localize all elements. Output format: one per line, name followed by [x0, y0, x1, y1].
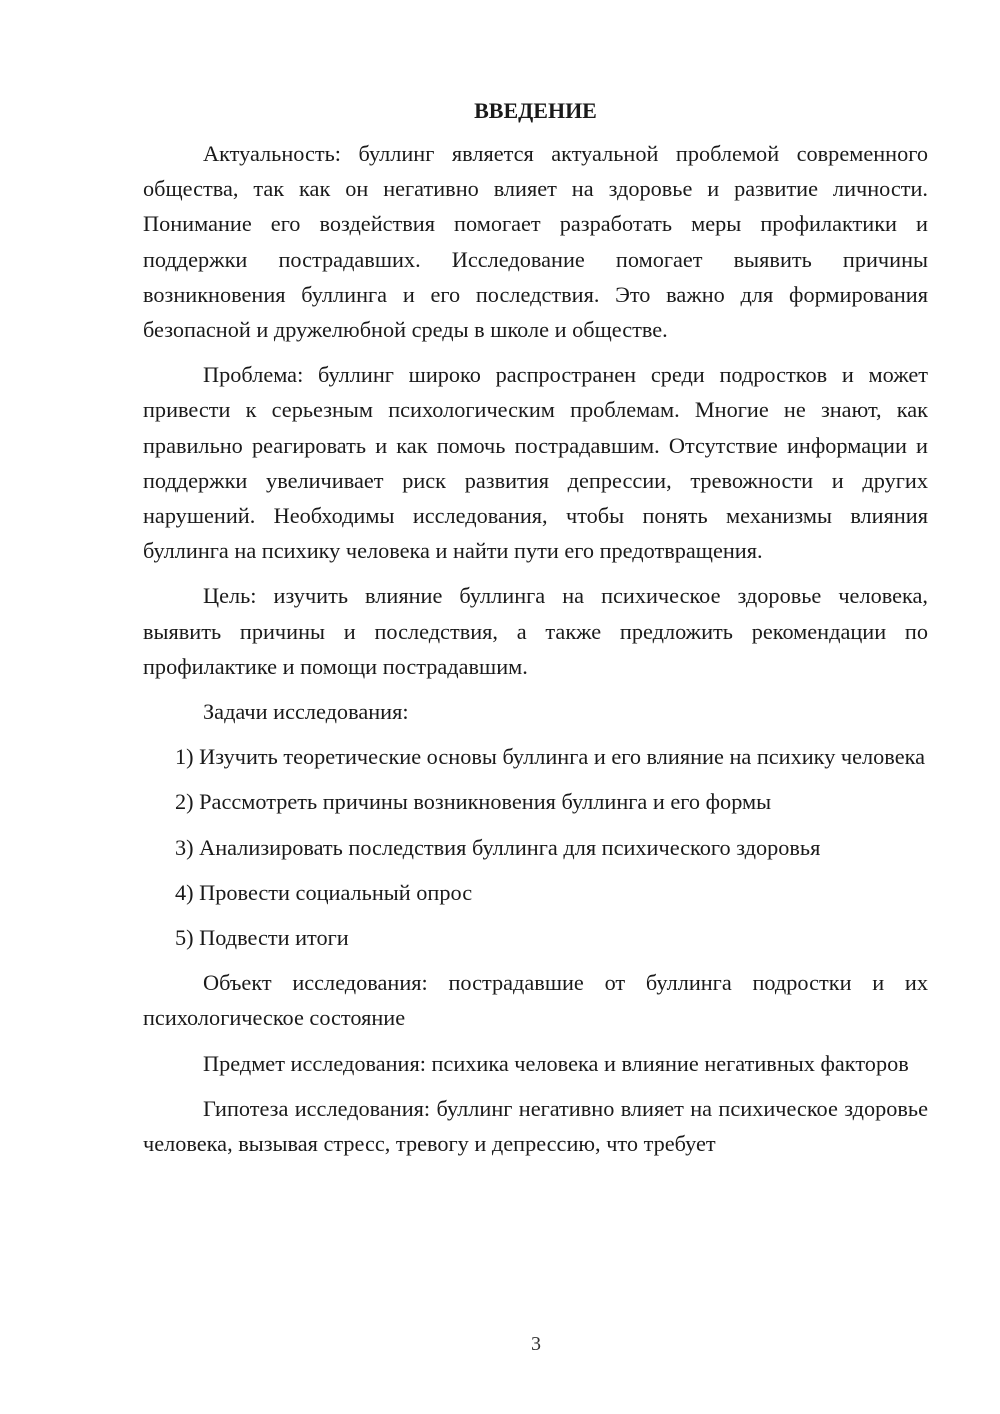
paragraph-hypothesis: Гипотеза исследования: буллинг негативно влияет на психическое здоровье человека, вызывая стресс, тревогу и депрессию, что требует	[143, 1095, 928, 1157]
paragraph-problem: Проблема: буллинг широко распространен среди подростков и может привести к серьезным психологическим проблемам. Многие не знают, как правильно реагировать и как помочь пострадавшим. Отсутствие информации и поддержки увеличивает риск развития депрессии, тревожности и других нарушений. Необходимы исследования, чтобы понять механизмы влияния буллинга на психику человека и найти пути его предотвращения.	[143, 362, 928, 564]
tasks-list	[143, 739, 928, 955]
list-item: 2) Рассмотреть причины возникновения буллинга и его формы	[175, 789, 772, 815]
paragraph-goal: Цель: изучить влияние буллинга на психическое здоровье человека, выявить причины и последствия, а также предложить рекомендации по профилактике и помощи пострадавшим.	[143, 583, 928, 679]
list-item: 1) Изучить теоретические основы буллинга и его влияние на психику человека	[175, 744, 925, 770]
list-item: 5) Подвести итоги	[175, 925, 349, 951]
list-item: 4) Провести социальный опрос	[175, 879, 473, 905]
paragraph-object: Объект исследования: пострадавшие от буллинга подростки и их психологическое состояние	[143, 970, 928, 1031]
page-title: ВВЕДЕНИЕ	[474, 98, 597, 123]
paragraph-relevance: Актуальность: буллинг является актуальной проблемой современного общества, так как он негативно влияет на здоровье и развитие личности. Понимание его воздействия помогает разработать меры профилактики и поддержки пострадавших. Исследование помогает выявить причины возникновения буллинга и его последствия. Это важно для формирования безопасной и дружелюбной среды в школе и обществе.	[143, 141, 928, 343]
list-item: 3) Анализировать последствия буллинга для психического здоровья	[175, 834, 821, 860]
tasks-heading: Задачи исследования:	[203, 699, 409, 725]
page-number: 3	[531, 1333, 541, 1355]
paragraph-subject: Предмет исследования: психика человека и влияние негативных факторов	[203, 1050, 909, 1076]
page-content	[143, 96, 928, 1161]
